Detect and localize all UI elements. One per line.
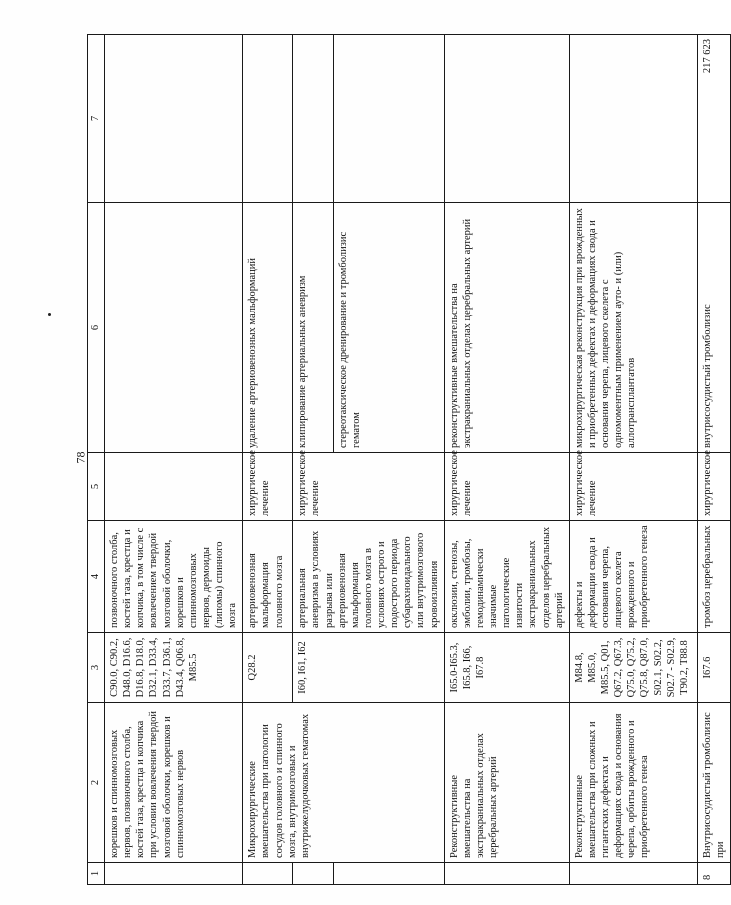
procedure-group-cell: корешков и спинномозговых нервов, позвоночного столба, костей таза, крестца и копчика при условии вовлечения твердой мозговой оболочки, корешков и спинномозговых нервов — [105, 703, 243, 863]
cost-cell — [333, 35, 444, 203]
page-number: 78 — [73, 451, 88, 464]
header-cell: 1 — [88, 863, 105, 885]
table-row — [697, 35, 730, 885]
header-cell: 6 — [88, 203, 105, 453]
scan-mark — [48, 313, 51, 316]
treatment-type-cell: хирургическое лечение — [293, 453, 444, 521]
diagnosis-cell: позвоночного столба, костей таза, крестца и копчика, в том числе с вовлечением твердой мозговой оболочки, корешков и спинномозговых нервов, дермоиды (липомы) спинного мозга — [105, 521, 243, 633]
icd-codes-cell: M84.8, M85.0, M85.5, Q01, Q67.2, Q67.3, Q75.0, Q75.2, Q75.8, Q87.0, S02.1, S02.2, S02.7 - S02.9, T90.2, T88.8 — [569, 633, 697, 703]
medical-procedures-table — [87, 34, 731, 885]
treatment-type-cell: хирургическое — [697, 453, 730, 521]
treatment-method-cell: стереотаксическое дренирование и тромболизис гематом — [333, 203, 444, 453]
header-cell: 7 — [88, 35, 105, 203]
cost-cell — [444, 35, 569, 203]
procedure-group-cell: Микрохирургические вмешательства при патологии сосудов головного и спинного мозга, внутримозговых и внутрижелудочковых гематомах — [243, 703, 444, 863]
treatment-method-cell: клипирование артериальных аневризм — [293, 203, 334, 453]
treatment-type-cell: хирургическое лечение — [444, 453, 569, 521]
icd-codes-cell: I60, I61, I62 — [293, 633, 444, 703]
row-number-cell — [569, 863, 697, 885]
row-number-cell — [243, 863, 293, 885]
table-row — [243, 35, 293, 885]
table-row — [569, 35, 697, 885]
header-cell: 4 — [88, 521, 105, 633]
diagnosis-cell: артериовенозная мальформация головного мозга — [243, 521, 293, 633]
icd-codes-cell: C90.0, C90.2, D48.0, D16.6, D16.8, D18.0, D32.1, D33.4, D33.7, D36.1, D43.4, Q06.8, M85.5 — [105, 633, 243, 703]
treatment-method-cell — [105, 203, 243, 453]
treatment-type-cell: хирургическое лечение — [243, 453, 293, 521]
cost-cell: 217 623 — [697, 35, 730, 203]
icd-codes-cell: I67.6 — [697, 633, 730, 703]
rotated-table-container — [87, 35, 726, 885]
cost-cell — [105, 35, 243, 203]
treatment-method-cell: внутрисосудистый тромболизис — [697, 203, 730, 453]
cost-cell — [293, 35, 334, 203]
diagnosis-cell: артериальная аневризма в условиях разрыва или артериовенозная мальформация головного мозга в условиях острого и подострого периода субарахноидального или внутримозгового кровоизлияния — [293, 521, 444, 633]
row-number-cell — [444, 863, 569, 885]
treatment-type-cell — [105, 453, 243, 521]
icd-codes-cell: Q28.2 — [243, 633, 293, 703]
table-row — [105, 35, 243, 885]
diagnosis-cell: тромбоз церебральных — [697, 521, 730, 633]
diagnosis-cell: дефекты и деформации свода и основания черепа, лицевого скелета врожденного и приобретенного генеза — [569, 521, 697, 633]
row-number-cell — [293, 863, 334, 885]
header-cell: 5 — [88, 453, 105, 521]
row-number-cell: 8 — [697, 863, 730, 885]
treatment-type-cell: хирургическое лечение — [569, 453, 697, 521]
treatment-method-cell: удаление артериовенозных мальформаций — [243, 203, 293, 453]
header-cell: 3 — [88, 633, 105, 703]
treatment-method-cell: микрохирургическая реконструкция при врожденных и приобретенных дефектах и деформациях свода и основания черепа, лицевого скелета с одномоментным применением ауто- и (или) аллотрансплантатов — [569, 203, 697, 453]
procedure-group-cell: Реконструктивные вмешательства на экстракраниальных отделах церебральных артерий — [444, 703, 569, 863]
treatment-method-cell: реконструктивные вмешательства на экстракраниальных отделах церебральных артерий — [444, 203, 569, 453]
row-number-cell — [105, 863, 243, 885]
row-number-cell — [333, 863, 444, 885]
icd-codes-cell: I65.0-I65.3, I65.8, I66, I67.8 — [444, 633, 569, 703]
cost-cell — [569, 35, 697, 203]
cost-cell — [243, 35, 293, 203]
header-row — [88, 35, 105, 885]
procedure-group-cell: Реконструктивные вмешательства при сложных и гигантских дефектах и деформациях свода и основания черепа, орбиты врожденного и приобретенного генеза — [569, 703, 697, 863]
table-row — [444, 35, 569, 885]
header-cell: 2 — [88, 703, 105, 863]
diagnosis-cell: окклюзии, стенозы, эмболии, тромбозы, гемодинамически значимые патологические извитости экстракраниальных отделов церебральных артерий — [444, 521, 569, 633]
procedure-group-cell: Внутрисосудистый тромболизис при — [697, 703, 730, 863]
